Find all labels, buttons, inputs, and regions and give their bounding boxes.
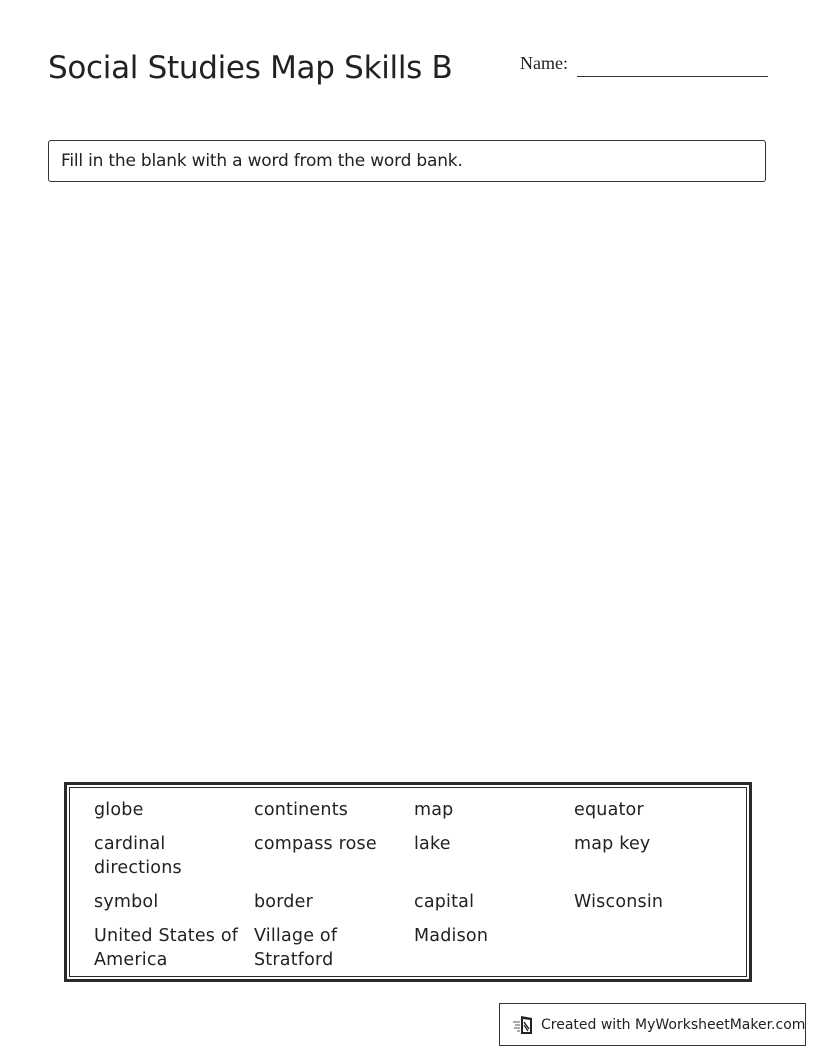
instructions-box: Fill in the blank with a word from the word bank. [48,140,766,182]
word-bank-item: continents [254,800,349,820]
word-bank-item: map key [574,834,651,854]
word-bank-item: map [414,800,454,820]
name-blank-line [577,76,768,77]
word-bank-inner-border [69,787,747,977]
word-bank-grid [94,798,746,972]
word-bank-item: capital [414,892,475,912]
worksheet-maker-logo-icon [512,1014,536,1036]
word-bank-item: cardinal directions [94,834,182,878]
name-label: Name: [520,53,568,73]
word-bank-item: symbol [94,892,159,912]
created-with-badge[interactable] [499,1003,806,1046]
word-bank-item: border [254,892,313,912]
word-bank-item: equator [574,800,644,820]
word-bank-item: Village of Stratford [254,926,338,970]
word-bank [64,782,752,982]
created-with-text: Created with MyWorksheetMaker.com [541,1016,806,1033]
word-bank-item: compass rose [254,834,377,854]
word-bank-item: Wisconsin [574,892,664,912]
word-bank-item: Madison [414,926,489,946]
word-bank-item: United States of America [94,926,239,970]
word-bank-item [574,924,734,972]
word-bank-item: globe [94,800,144,820]
worksheet-title: Social Studies Map Skills B [48,50,453,86]
word-bank-item: lake [414,834,451,854]
